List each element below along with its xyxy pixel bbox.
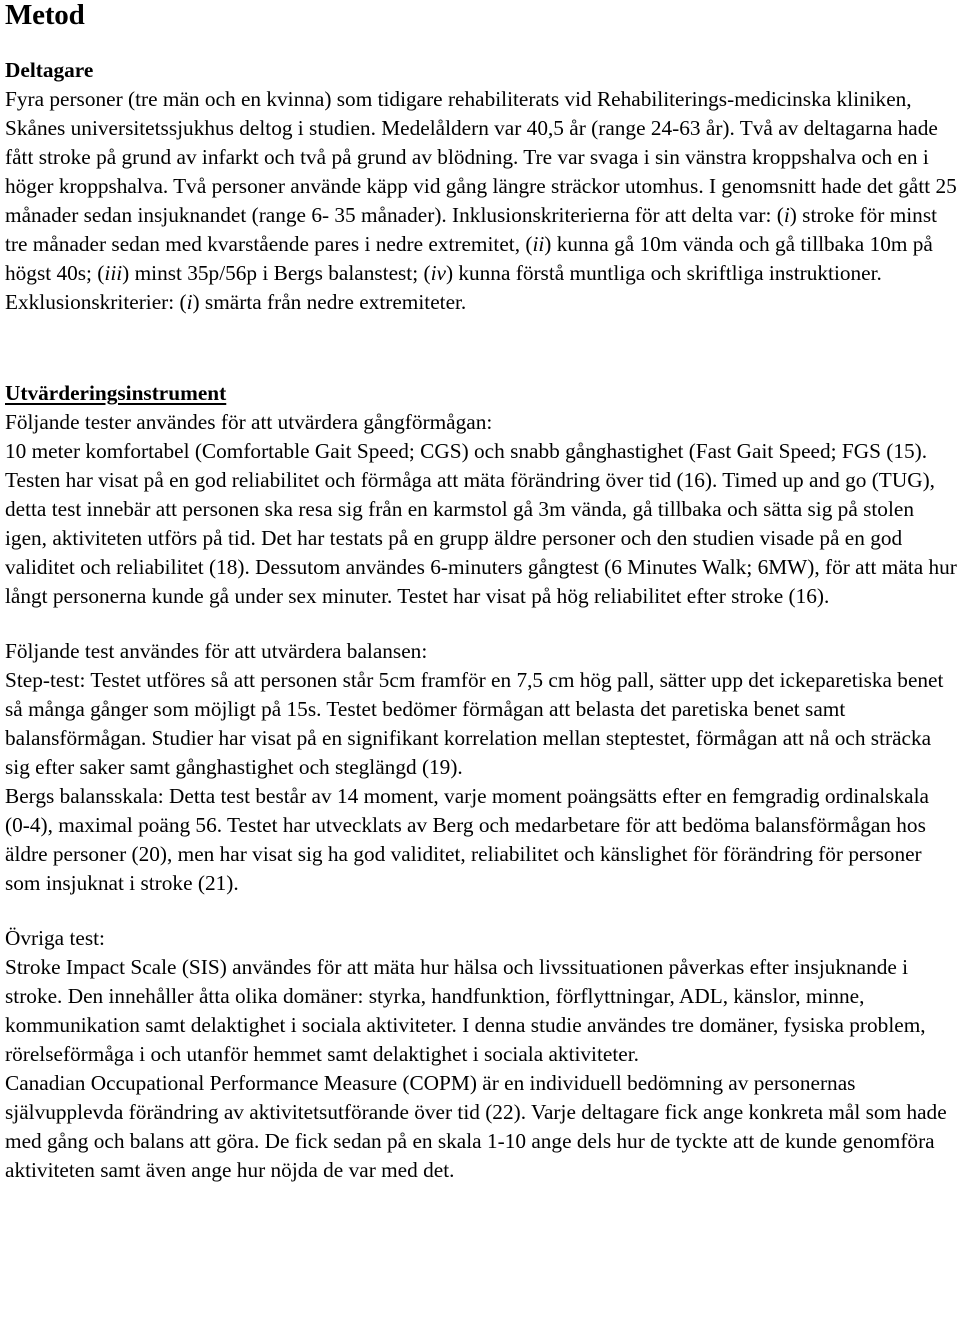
step-test-paragraph: Step-test: Testet utföres så att personen står 5cm framför en 7,5 cm hög pall, sätter upp det ickeparetiska benet så många gånger som möjligt på 15s. Testet bedömer förmågan att belasta det paretiska benet samt balansförmågan. Studier har visat på en signifikant korrelation mellan steptestet, förmågan att nå och sträcka sig efter saker samt gånghastighet och steglängd (19). [5,668,944,779]
spacer [5,317,957,379]
balans-intro: Följande test användes för att utvärdera balansen: [5,639,428,663]
ovriga-intro: Övriga test: [5,926,105,950]
section-balans [5,637,957,898]
spacer [5,898,957,924]
text-run: ) kunna förstå muntliga och skriftliga instruktioner. Exklusionskriterier: ( [5,261,882,314]
text-run: Fyra personer (tre män och en kvinna) som tidigare rehabiliterats vid Rehabiliterings-medicinska kliniken, Skånes universitetssjukhus deltog i studien. Medelåldern var 40,5 år (range 24-63 år). Två av deltagarna hade fått stroke på grund av infarkt och två på grund av blödning. Tre var svaga i sin vänstra kroppshalva och en i höger kroppshalva. Två personer använde käpp vid gång längre sträckor utomhus. I genomsnitt hade det gått 25 månader sedan insjuknandet (range 6- 35 månader). Inklusionskriterierna för att delta var: ( [5,87,957,227]
text-run: ) minst 35p/56p i Bergs balanstest; ( [122,261,431,285]
deltagare-paragraph [5,85,957,317]
section-deltagare [5,56,957,317]
italic-run: i [783,203,790,227]
berg-paragraph: Bergs balansskala: Detta test består av 14 moment, varje moment poängsätts efter en femgradig ordinalskala (0-4), maximal poäng 56. Testet har utvecklats av Berg och medarbetare för att bedöma balansförmågan hos äldre personer (20), men har visat sig ha god validitet, reliabilitet och känslighet för förändring för personer som insjuknat i stroke (21). [5,784,929,895]
sis-paragraph: Stroke Impact Scale (SIS) användes för att mäta hur hälsa och livssituationen påverkas efter insjuknande i stroke. Den innehåller åtta olika domäner: styrka, handfunktion, förflyttningar, ADL, känslor, minne, kommunikation samt delaktighet i sociala aktiviteter. I denna studie användes tre domäner, fysiska problem, rörelseförmåga i och utanför hemmet samt delaktighet i sociala aktiviteter. [5,955,926,1066]
italic-run: ii [532,232,545,256]
section-utvardering [5,379,957,611]
text-run: ) smärta från nedre extremiteter. [192,290,467,314]
spacer [5,611,957,637]
page-title: Metod [5,0,85,31]
document-page [5,0,957,1185]
text-run: ) kunna gå 10m vända och gå tillbaka 10m på högst 40s; ( [5,232,933,285]
copm-paragraph: Canadian Occupational Performance Measure (COPM) är en individuell bedömning av personernas självupplevda förändring av aktivitetsutförande över tid (22). Varje deltagare fick ange konkreta mål som hade med gång och balans att göra. De fick sedan på en skala 1-10 ange dels hur de tyckte att de kunde genomföra aktiviteten samt även ange hur nöjda de var med det. [5,1071,947,1182]
italic-run: i [186,290,193,314]
section-heading-utvardering: Utvärderingsinstrument [5,381,227,405]
italic-run: iv [430,261,446,285]
italic-run: iii [104,261,123,285]
section-ovriga [5,924,957,1185]
section-heading-deltagare: Deltagare [5,58,94,82]
gang-intro: Följande tester användes för att utvärdera gångförmågan: [5,410,493,434]
text-run: ) stroke för minst tre månader sedan med kvarstående pares i nedre extremitet, ( [5,203,938,256]
gang-paragraph: 10 meter komfortabel (Comfortable Gait Speed; CGS) och snabb gånghastighet (Fast Gait Speed; FGS (15). Testen har visat på en god reliabilitet och förmåga att mäta förändring över tid (16). Timed up and go (TUG), detta test innebär att personen ska resa sig från en karmstol gå 3m vända, gå tillbaka och sätta sig på stolen igen, aktiviteten utförs på tid. Det har testats på en grupp äldre personer och den studien visade på en god validitet och reliabilitet (18). Dessutom användes 6-minuters gångtest (6 Minutes Walk; 6MW), för att mäta hur långt personerna kunde gå under sex minuter. Testet har visat på hög reliabilitet efter stroke (16). [5,439,957,608]
